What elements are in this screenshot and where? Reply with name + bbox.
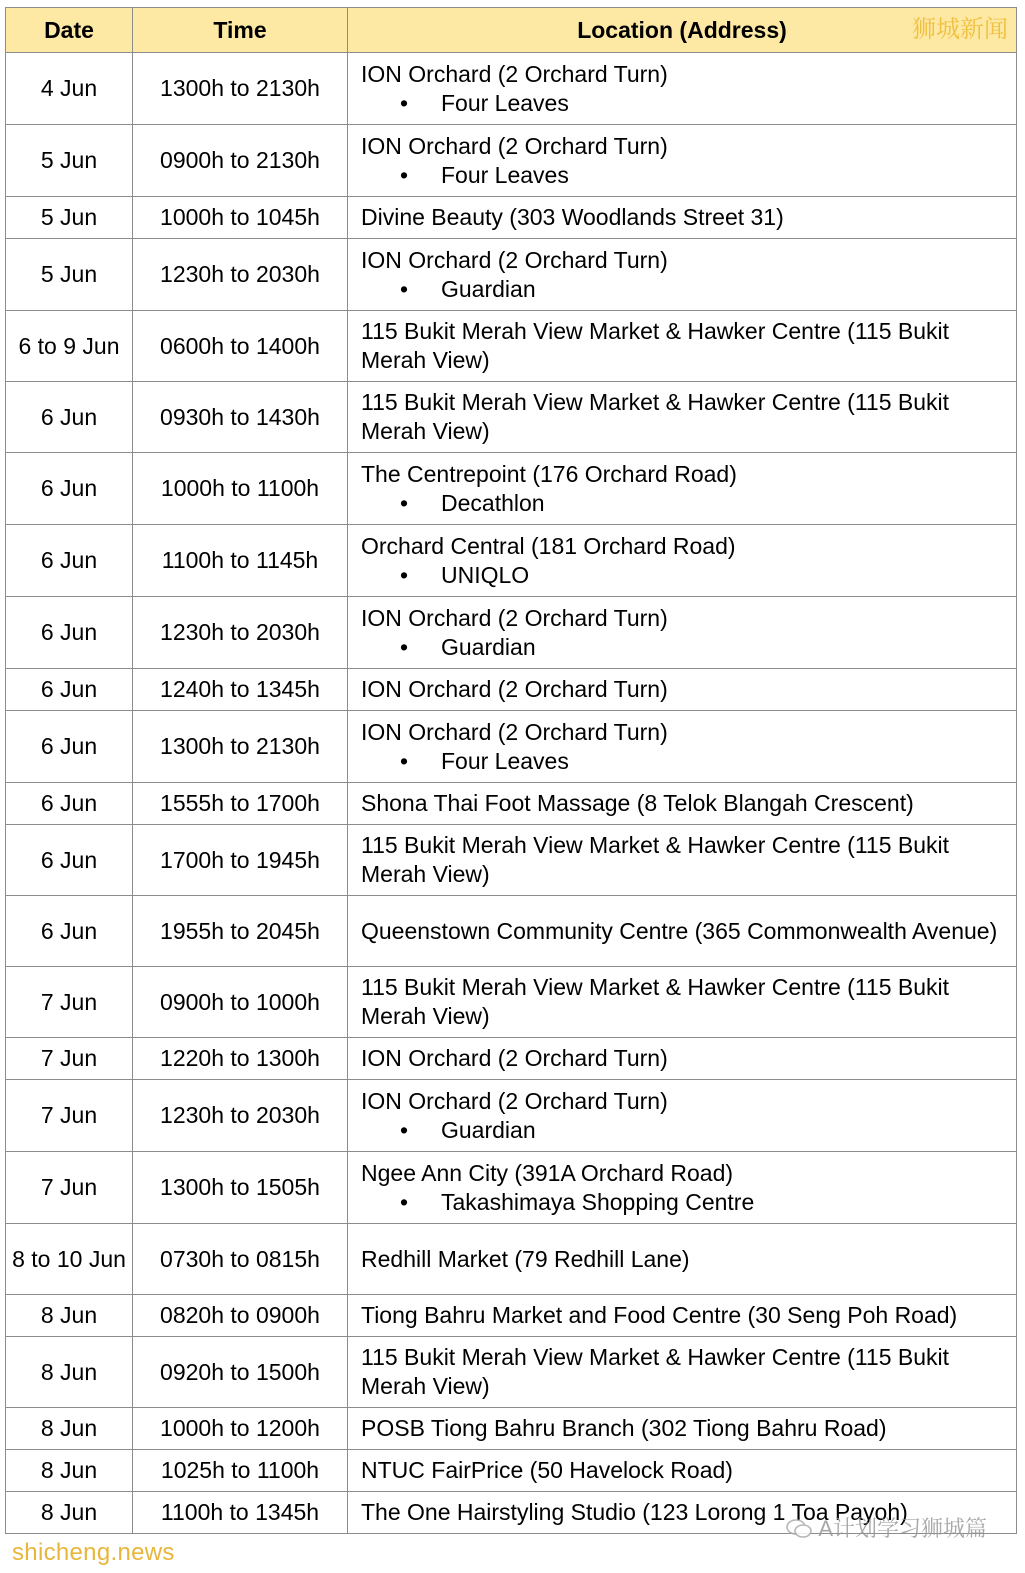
date-cell: 8 Jun bbox=[6, 1295, 133, 1337]
wechat-icon bbox=[786, 1519, 812, 1539]
location-cell bbox=[348, 1337, 1017, 1408]
location-name: 115 Bukit Merah View Market & Hawker Centre (115 Bukit Merah View) bbox=[361, 389, 950, 444]
sub-location-item bbox=[361, 89, 1008, 118]
location-name: ION Orchard (2 Orchard Turn) bbox=[361, 1087, 668, 1114]
sub-location-item bbox=[361, 489, 1008, 518]
location-name: ION Orchard (2 Orchard Turn) bbox=[361, 604, 668, 631]
location-name: ION Orchard (2 Orchard Turn) bbox=[361, 1045, 668, 1071]
location-cell bbox=[348, 239, 1017, 311]
table-row bbox=[6, 197, 1017, 239]
location-cell bbox=[348, 1038, 1017, 1080]
date-cell: 5 Jun bbox=[6, 125, 133, 197]
time-cell: 1240h to 1345h bbox=[133, 669, 348, 711]
header-row bbox=[6, 8, 1017, 53]
table-row bbox=[6, 1337, 1017, 1408]
time-cell: 1555h to 1700h bbox=[133, 783, 348, 825]
date-cell: 8 Jun bbox=[6, 1492, 133, 1534]
table-row bbox=[6, 382, 1017, 453]
table-row bbox=[6, 53, 1017, 125]
location-cell bbox=[348, 783, 1017, 825]
sub-location-label: UNIQLO bbox=[441, 561, 530, 588]
location-cell bbox=[348, 1080, 1017, 1152]
location-column-header bbox=[348, 8, 1017, 53]
table-row bbox=[6, 783, 1017, 825]
bullet-icon: • bbox=[400, 161, 409, 188]
time-cell: 1100h to 1145h bbox=[133, 525, 348, 597]
bullet-icon: • bbox=[400, 633, 409, 660]
location-name: Shona Thai Foot Massage (8 Telok Blangah Crescent) bbox=[361, 790, 914, 816]
location-cell bbox=[348, 896, 1017, 967]
location-name: Queenstown Community Centre (365 Commonwealth Avenue) bbox=[361, 917, 998, 944]
time-cell: 1230h to 2030h bbox=[133, 239, 348, 311]
time-cell: 0730h to 0815h bbox=[133, 1224, 348, 1295]
location-name: Tiong Bahru Market and Food Centre (30 Seng Poh Road) bbox=[361, 1302, 958, 1328]
location-cell bbox=[348, 53, 1017, 125]
bullet-icon: • bbox=[400, 747, 409, 774]
watermark-header-text: 狮城新闻 bbox=[912, 16, 1008, 43]
time-cell: 1300h to 1505h bbox=[133, 1152, 348, 1224]
sub-location-label: Four Leaves bbox=[441, 161, 569, 188]
schedule-table bbox=[5, 7, 1017, 1534]
sub-location-label: Decathlon bbox=[441, 489, 545, 516]
date-cell: 6 Jun bbox=[6, 896, 133, 967]
table-row bbox=[6, 1038, 1017, 1080]
table-row bbox=[6, 669, 1017, 711]
date-cell: 6 Jun bbox=[6, 525, 133, 597]
sub-location-label: Four Leaves bbox=[441, 89, 569, 116]
table-row bbox=[6, 1450, 1017, 1492]
time-cell: 1230h to 2030h bbox=[133, 597, 348, 669]
date-cell: 6 to 9 Jun bbox=[6, 311, 133, 382]
location-cell bbox=[348, 597, 1017, 669]
date-cell: 6 Jun bbox=[6, 597, 133, 669]
location-name: Orchard Central (181 Orchard Road) bbox=[361, 532, 736, 559]
date-cell: 6 Jun bbox=[6, 825, 133, 896]
table-row bbox=[6, 125, 1017, 197]
time-cell: 0600h to 1400h bbox=[133, 311, 348, 382]
date-cell: 7 Jun bbox=[6, 1038, 133, 1080]
sub-location-item bbox=[361, 747, 1008, 776]
table-row bbox=[6, 711, 1017, 783]
sub-location-label: Guardian bbox=[441, 1116, 536, 1143]
watermark-wechat bbox=[786, 1512, 987, 1543]
time-cell: 1300h to 2130h bbox=[133, 53, 348, 125]
bullet-icon: • bbox=[400, 89, 409, 116]
table-body bbox=[6, 53, 1017, 1534]
date-cell: 7 Jun bbox=[6, 1152, 133, 1224]
sub-location-item bbox=[361, 161, 1008, 190]
sub-location-label: Four Leaves bbox=[441, 747, 569, 774]
sub-location-item bbox=[361, 1116, 1008, 1145]
location-cell bbox=[348, 1295, 1017, 1337]
sub-location-item bbox=[361, 275, 1008, 304]
location-name: ION Orchard (2 Orchard Turn) bbox=[361, 132, 668, 159]
watermark-site: shicheng.news bbox=[12, 1539, 175, 1566]
location-cell bbox=[348, 197, 1017, 239]
sub-location-item bbox=[361, 633, 1008, 662]
time-cell: 1000h to 1100h bbox=[133, 453, 348, 525]
table-row bbox=[6, 1152, 1017, 1224]
table-row bbox=[6, 597, 1017, 669]
sub-location-item bbox=[361, 1188, 1008, 1217]
date-cell: 6 Jun bbox=[6, 711, 133, 783]
time-cell: 1700h to 1945h bbox=[133, 825, 348, 896]
bullet-icon: • bbox=[400, 275, 409, 302]
location-name: 115 Bukit Merah View Market & Hawker Centre (115 Bukit Merah View) bbox=[361, 832, 950, 887]
time-cell: 1000h to 1200h bbox=[133, 1408, 348, 1450]
date-cell: 8 to 10 Jun bbox=[6, 1224, 133, 1295]
location-name: 115 Bukit Merah View Market & Hawker Centre (115 Bukit Merah View) bbox=[361, 1344, 950, 1399]
date-cell: 5 Jun bbox=[6, 197, 133, 239]
location-cell bbox=[348, 382, 1017, 453]
location-cell bbox=[348, 967, 1017, 1038]
table-row bbox=[6, 1408, 1017, 1450]
date-cell: 6 Jun bbox=[6, 453, 133, 525]
location-name: POSB Tiong Bahru Branch (302 Tiong Bahru Road) bbox=[361, 1415, 887, 1441]
date-cell: 4 Jun bbox=[6, 53, 133, 125]
location-cell bbox=[348, 1408, 1017, 1450]
date-cell: 6 Jun bbox=[6, 783, 133, 825]
watermark-wechat-text: A计划学习狮城篇 bbox=[818, 1516, 987, 1541]
time-cell: 0900h to 2130h bbox=[133, 125, 348, 197]
time-cell: 1230h to 2030h bbox=[133, 1080, 348, 1152]
date-cell: 7 Jun bbox=[6, 1080, 133, 1152]
location-name: Ngee Ann City (391A Orchard Road) bbox=[361, 1159, 734, 1186]
location-cell bbox=[348, 669, 1017, 711]
location-name: 115 Bukit Merah View Market & Hawker Centre (115 Bukit Merah View) bbox=[361, 318, 950, 373]
sub-location-label: Takashimaya Shopping Centre bbox=[441, 1188, 755, 1215]
date-cell: 6 Jun bbox=[6, 382, 133, 453]
sub-location-item bbox=[361, 561, 1008, 590]
location-name: ION Orchard (2 Orchard Turn) bbox=[361, 60, 668, 87]
location-cell bbox=[348, 525, 1017, 597]
time-cell: 1220h to 1300h bbox=[133, 1038, 348, 1080]
location-name: The Centrepoint (176 Orchard Road) bbox=[361, 460, 737, 487]
location-cell bbox=[348, 825, 1017, 896]
sub-location-label: Guardian bbox=[441, 633, 536, 660]
location-cell bbox=[348, 1152, 1017, 1224]
time-cell: 1300h to 2130h bbox=[133, 711, 348, 783]
time-cell: 0930h to 1430h bbox=[133, 382, 348, 453]
table-row bbox=[6, 896, 1017, 967]
date-cell: 8 Jun bbox=[6, 1450, 133, 1492]
table-row bbox=[6, 825, 1017, 896]
location-name: Divine Beauty (303 Woodlands Street 31) bbox=[361, 204, 784, 230]
time-cell: 0920h to 1500h bbox=[133, 1337, 348, 1408]
table-row bbox=[6, 1224, 1017, 1295]
time-column-header: Time bbox=[133, 8, 348, 53]
table-row bbox=[6, 311, 1017, 382]
location-name: 115 Bukit Merah View Market & Hawker Centre (115 Bukit Merah View) bbox=[361, 974, 950, 1029]
bullet-icon: • bbox=[400, 1116, 409, 1143]
location-name: Redhill Market (79 Redhill Lane) bbox=[361, 1245, 690, 1272]
location-name: NTUC FairPrice (50 Havelock Road) bbox=[361, 1457, 733, 1483]
location-cell bbox=[348, 1450, 1017, 1492]
location-header-label: Location (Address) bbox=[577, 16, 787, 43]
date-cell: 5 Jun bbox=[6, 239, 133, 311]
date-column-header: Date bbox=[6, 8, 133, 53]
location-cell bbox=[348, 125, 1017, 197]
location-name: The One Hairstyling Studio (123 Lorong 1 Toa Payoh) bbox=[361, 1499, 908, 1525]
bullet-icon: • bbox=[400, 489, 409, 516]
date-cell: 6 Jun bbox=[6, 669, 133, 711]
time-cell: 0820h to 0900h bbox=[133, 1295, 348, 1337]
location-cell bbox=[348, 311, 1017, 382]
table-row bbox=[6, 1295, 1017, 1337]
location-name: ION Orchard (2 Orchard Turn) bbox=[361, 718, 668, 745]
bullet-icon: • bbox=[400, 1188, 409, 1215]
table-row bbox=[6, 525, 1017, 597]
date-cell: 7 Jun bbox=[6, 967, 133, 1038]
table-row bbox=[6, 1080, 1017, 1152]
time-cell: 1025h to 1100h bbox=[133, 1450, 348, 1492]
time-cell: 1100h to 1345h bbox=[133, 1492, 348, 1534]
table-row bbox=[6, 967, 1017, 1038]
table-row bbox=[6, 453, 1017, 525]
bullet-icon: • bbox=[400, 561, 409, 588]
date-cell: 8 Jun bbox=[6, 1337, 133, 1408]
time-cell: 1000h to 1045h bbox=[133, 197, 348, 239]
location-name: ION Orchard (2 Orchard Turn) bbox=[361, 246, 668, 273]
location-cell bbox=[348, 453, 1017, 525]
time-cell: 0900h to 1000h bbox=[133, 967, 348, 1038]
table-row bbox=[6, 239, 1017, 311]
location-name: ION Orchard (2 Orchard Turn) bbox=[361, 676, 668, 702]
date-cell: 8 Jun bbox=[6, 1408, 133, 1450]
sub-location-label: Guardian bbox=[441, 275, 536, 302]
location-cell bbox=[348, 1224, 1017, 1295]
time-cell: 1955h to 2045h bbox=[133, 896, 348, 967]
location-cell bbox=[348, 711, 1017, 783]
